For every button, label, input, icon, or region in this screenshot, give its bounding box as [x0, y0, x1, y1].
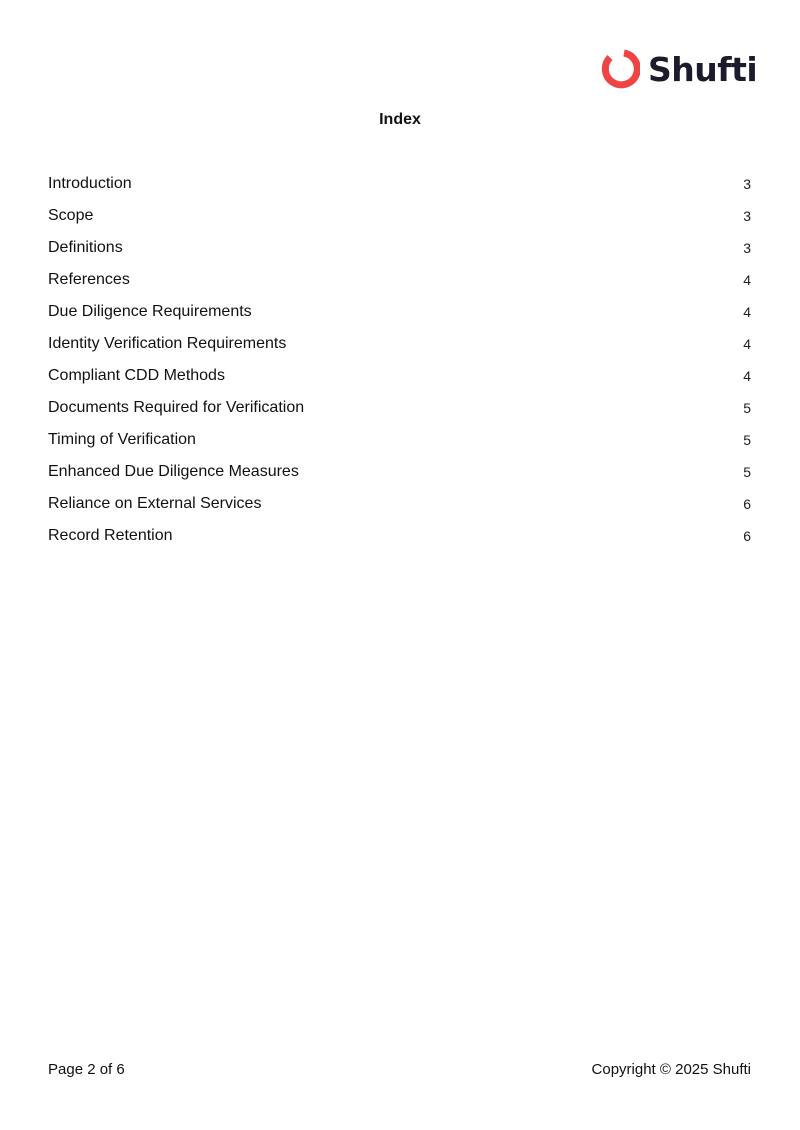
toc-entry-page: 6 [743, 528, 751, 544]
toc-entry-page: 5 [743, 464, 751, 480]
toc-entry-label: Compliant CDD Methods [48, 367, 225, 384]
toc-entry-label: References [48, 271, 130, 288]
toc-entry[interactable] [48, 232, 751, 264]
toc-entry[interactable] [48, 520, 751, 552]
toc-entry-label: Scope [48, 207, 94, 224]
toc-entry-label: Documents Required for Verification [48, 399, 305, 416]
toc-entry[interactable] [48, 296, 751, 328]
table-of-contents [48, 168, 751, 552]
toc-entry-label: Definitions [48, 239, 123, 256]
page-title: Index [379, 111, 421, 128]
toc-entry-page: 5 [743, 400, 751, 416]
toc-entry[interactable] [48, 424, 751, 456]
page-number: Page 2 of 6 [48, 1061, 125, 1078]
toc-entry-label: Introduction [48, 175, 132, 192]
toc-entry-page: 6 [743, 496, 751, 512]
toc-entry-label: Enhanced Due Diligence Measures [48, 463, 299, 480]
brand-name: Shufti [648, 49, 758, 89]
toc-entry-page: 3 [743, 240, 751, 256]
toc-entry-page: 4 [743, 272, 751, 288]
page-footer [48, 1061, 751, 1079]
toc-entry-label: Due Diligence Requirements [48, 303, 252, 320]
toc-entry[interactable] [48, 264, 751, 296]
toc-entry-label: Identity Verification Requirements [48, 335, 287, 352]
toc-entry-label: Timing of Verification [48, 431, 196, 448]
toc-entry[interactable] [48, 328, 751, 360]
toc-entry-page: 3 [743, 176, 751, 192]
toc-entry-page: 4 [743, 368, 751, 384]
toc-entry-label: Reliance on External Services [48, 495, 262, 512]
toc-entry[interactable] [48, 488, 751, 520]
toc-entry-page: 5 [743, 432, 751, 448]
copyright-notice: Copyright © 2025 Shufti [591, 1061, 751, 1078]
toc-entry-page: 4 [743, 304, 751, 320]
toc-entry[interactable] [48, 200, 751, 232]
toc-entry-page: 3 [743, 208, 751, 224]
toc-entry[interactable] [48, 456, 751, 488]
toc-entry-page: 4 [743, 336, 751, 352]
toc-entry-label: Record Retention [48, 527, 173, 544]
toc-entry[interactable] [48, 392, 751, 424]
toc-entry[interactable] [48, 360, 751, 392]
toc-entry[interactable] [48, 168, 751, 200]
shufti-logo-icon [600, 47, 640, 91]
brand-logo [600, 46, 758, 92]
